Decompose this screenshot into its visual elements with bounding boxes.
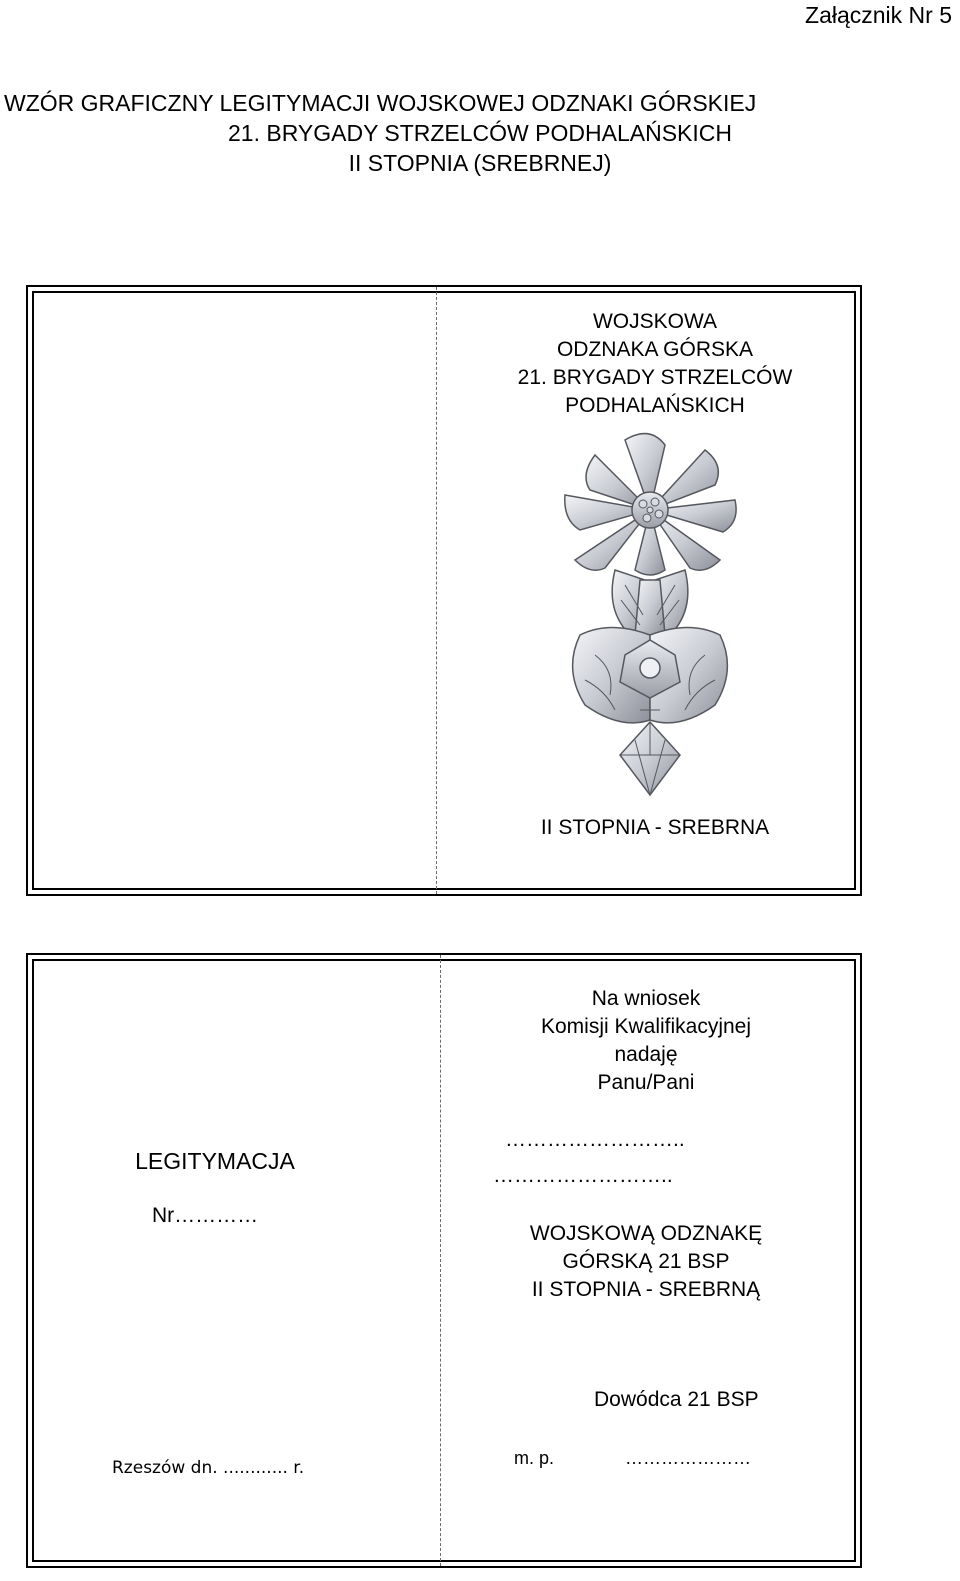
request-line-4: Panu/Pani (597, 1071, 695, 1094)
annex-label: Załącznik Nr 5 (805, 2, 952, 28)
document-title (0, 88, 960, 178)
cover-title-line-4: PODHALAŃSKICH (565, 394, 745, 417)
edelweiss-badge-icon (555, 430, 745, 800)
request-line-2: Komisji Kwalifikacyjnej (540, 1015, 752, 1038)
request-line-1: Na wniosek (591, 987, 701, 1010)
recipient-name-line-1: …………………….. (505, 1128, 685, 1151)
cover-title (440, 308, 870, 420)
request-line-3: nadaję (614, 1043, 678, 1066)
award-text (446, 1220, 846, 1304)
seal-placeholder: m. p. (514, 1448, 555, 1468)
commander-title: Dowódca 21 BSP (594, 1388, 759, 1411)
title-line-3: II STOPNIA (SREBRNEJ) (348, 150, 612, 176)
signature-line: ………………… (625, 1448, 751, 1468)
award-line-2: GÓRSKĄ 21 BSP (562, 1250, 730, 1273)
title-line-2: 21. BRYGADY STRZELCÓW PODHALAŃSKICH (227, 120, 732, 146)
cover-title-line-3: 21. BRYGADY STRZELCÓW (517, 366, 793, 389)
title-line-1: WZÓR GRAFICZNY LEGITYMACJI WOJSKOWEJ ODZNAKI GÓRSKIEJ (4, 90, 757, 116)
cover-title-line-1: WOJSKOWA (592, 310, 718, 333)
recipient-name-line-2: …………………….. (493, 1164, 673, 1187)
award-line-3: II STOPNIA - SREBRNĄ (531, 1278, 761, 1301)
inside-fold-line (440, 955, 441, 1566)
card-heading: LEGITYMACJA (135, 1148, 295, 1174)
place-date-field: Rzeszów dn. ............ r. (112, 1458, 305, 1478)
cover-fold-line (436, 287, 437, 894)
request-text (446, 985, 846, 1097)
card-number-field: Nr………… (152, 1204, 259, 1227)
cover-degree-label: II STOPNIA - SREBRNA (540, 816, 770, 839)
award-line-1: WOJSKOWĄ ODZNAKĘ (529, 1222, 763, 1245)
cover-title-line-2: ODZNAKA GÓRSKA (556, 338, 754, 361)
